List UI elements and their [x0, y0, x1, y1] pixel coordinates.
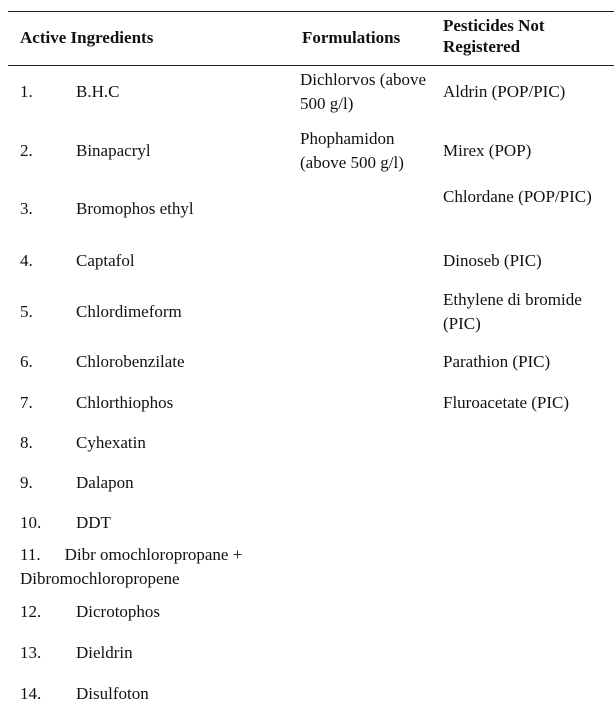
active-ingredient-name: Dalapon	[76, 473, 134, 492]
row-number: 14.	[20, 684, 42, 703]
active-ingredient-name: B.H.C	[76, 82, 120, 101]
pesticide-not-registered-item: Ethylene di bromide (PIC)	[443, 290, 582, 333]
pesticide-not-registered-item: Dinoseb (PIC)	[443, 251, 542, 270]
header-active-ingredients: Active Ingredients	[20, 28, 154, 47]
row-number: 6.	[20, 352, 33, 371]
formulation-item: Phophamidon (above 500 g/l)	[300, 129, 404, 172]
pesticide-not-registered-item: Aldrin (POP/PIC)	[443, 82, 566, 101]
active-ingredient-name: Binapacryl	[76, 141, 151, 160]
table-header-rule	[8, 65, 614, 66]
active-ingredient-name: Bromophos ethyl	[76, 199, 194, 218]
active-ingredient-name: Disulfoton	[76, 684, 149, 703]
table-top-rule	[8, 11, 614, 12]
active-ingredient-name: Captafol	[76, 251, 135, 270]
row-number: 3.	[20, 199, 33, 218]
pesticide-not-registered-item: Parathion (PIC)	[443, 352, 551, 371]
active-ingredient-name: Chlordimeform	[76, 302, 182, 321]
row-number: 7.	[20, 393, 33, 412]
row-number: 10.	[20, 513, 42, 532]
active-ingredient-name: Dibr omochloropropane + Dibromochloropropene	[20, 545, 243, 588]
active-ingredient-name: Chlorthiophos	[76, 393, 174, 412]
pesticide-not-registered-item: Mirex (POP)	[443, 141, 532, 160]
row-number: 8.	[20, 433, 33, 452]
active-ingredient-name: DDT	[76, 513, 111, 532]
active-ingredient-name: Chlorobenzilate	[76, 352, 185, 371]
active-ingredient-name: Dieldrin	[76, 643, 133, 662]
pesticide-not-registered-item: Chlordane (POP/PIC)	[443, 187, 592, 206]
pesticide-not-registered-item: Fluroacetate (PIC)	[443, 393, 570, 412]
row-number: 5.	[20, 302, 33, 321]
header-formulations: Formulations	[302, 28, 401, 47]
formulation-item: Dichlorvos (above 500 g/l)	[300, 70, 427, 113]
active-ingredient-name: Dicrotophos	[76, 602, 161, 621]
header-pesticides-not-registered: Pesticides Not Registered	[443, 16, 545, 56]
row-number: 1.	[20, 82, 33, 101]
row-number: 2.	[20, 141, 33, 160]
active-ingredient-name: Cyhexatin	[76, 433, 146, 452]
active-ingredient-wrapped-row	[20, 543, 350, 591]
row-number: 12.	[20, 602, 42, 621]
row-number: 11.	[20, 545, 41, 564]
row-number: 4.	[20, 251, 33, 270]
row-number: 9.	[20, 473, 33, 492]
row-number: 13.	[20, 643, 42, 662]
